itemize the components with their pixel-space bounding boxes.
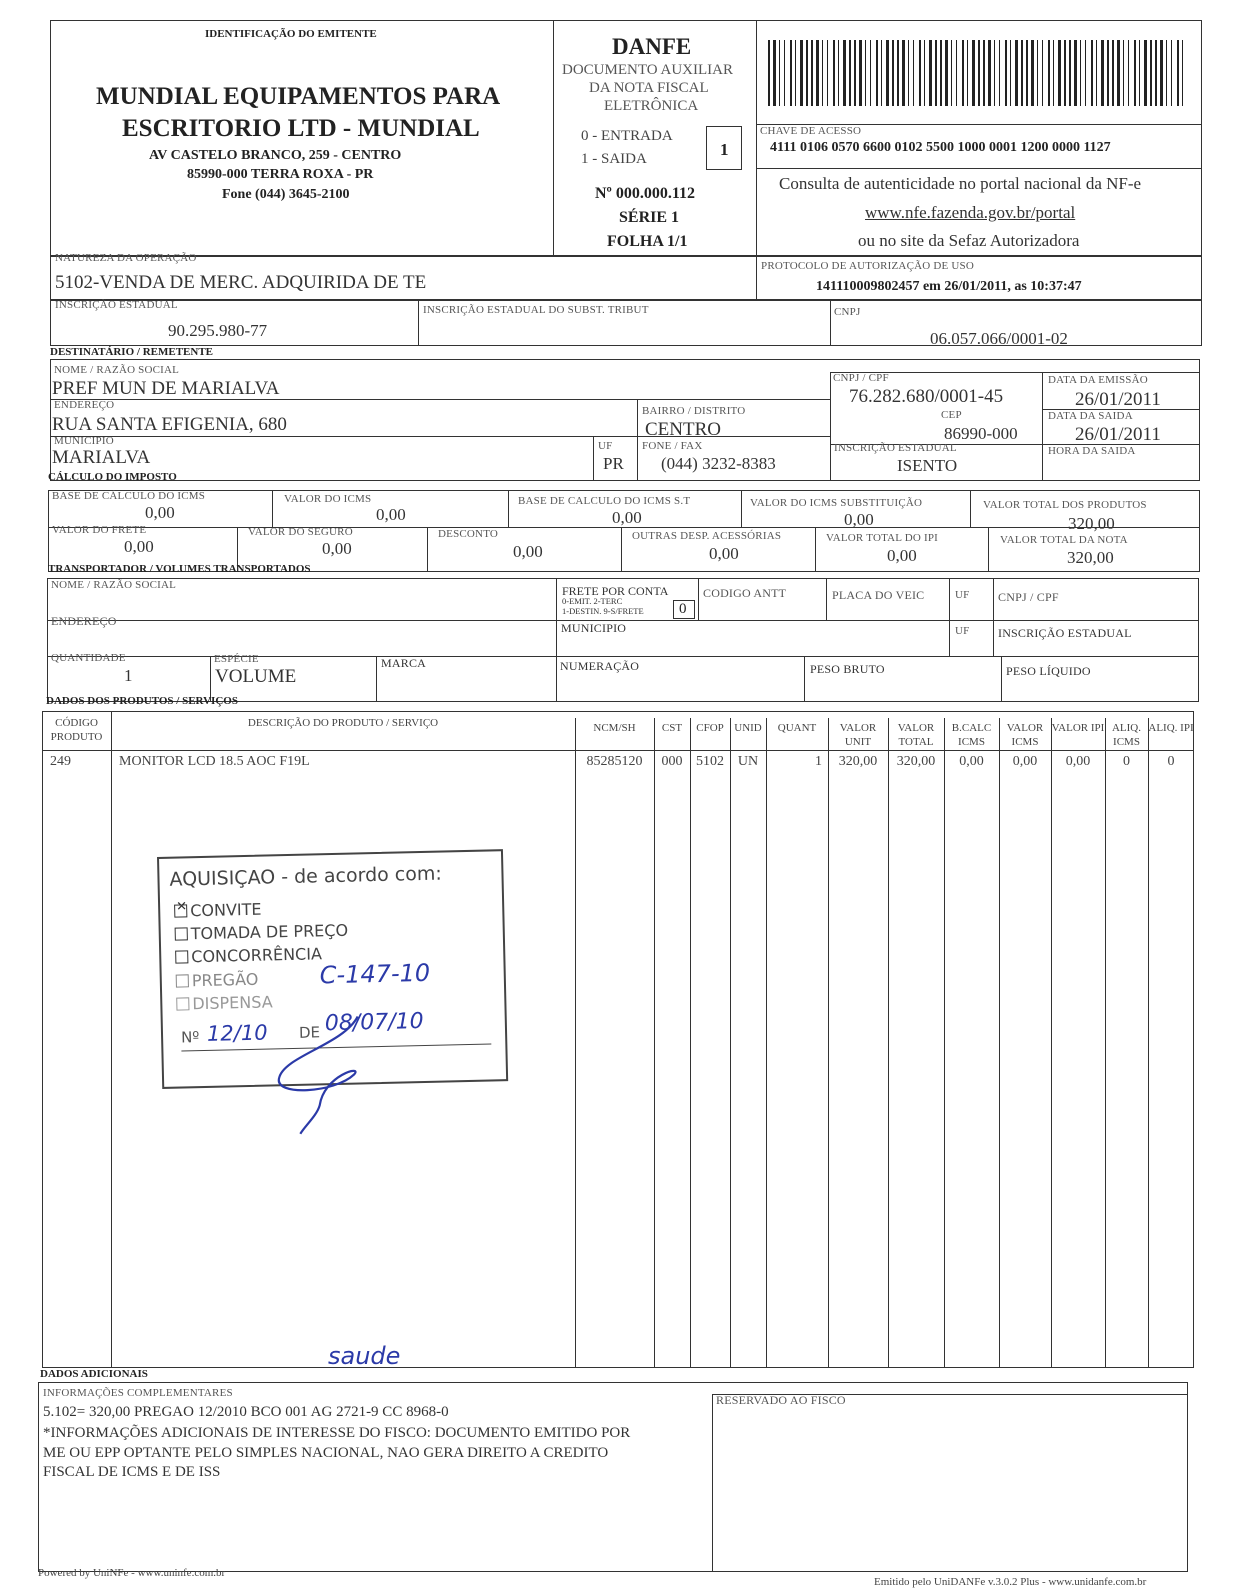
transp-especie-label: ESPÉCIE <box>214 653 259 665</box>
transp-endereco-label: ENDEREÇO <box>51 614 117 628</box>
dest-ie-label: INSCRIÇÃO ESTADUAL <box>834 442 957 454</box>
info-compl-label: INFORMAÇÕES COMPLEMENTARES <box>43 1387 233 1399</box>
barcode-bar <box>1080 40 1081 106</box>
danfe-subtitle2: DA NOTA FISCAL <box>589 80 709 96</box>
barcode-bar <box>1134 40 1136 106</box>
barcode-bar <box>1026 40 1028 106</box>
table-header: ALIQ. IPI <box>1148 722 1194 734</box>
stamp-opt-dispensa <box>176 994 273 1012</box>
danfe-subtitle3: ELETRÔNICA <box>604 98 699 114</box>
table-column-divider <box>1051 718 1052 1368</box>
dispensa-checkbox <box>176 997 189 1010</box>
barcode-bar <box>779 40 780 106</box>
barcode-bar <box>768 40 770 106</box>
barcode-bar <box>822 40 823 106</box>
barcode-bar <box>945 40 948 106</box>
base-st-value: 0,00 <box>612 508 642 527</box>
danfe-serie: SÉRIE 1 <box>619 209 680 226</box>
barcode-bar <box>924 40 925 106</box>
barcode-bar <box>1155 40 1157 106</box>
dest-municipio-label: MUNICIPIO <box>54 435 114 447</box>
stamp-de-value: 08/07/10 <box>324 1008 424 1037</box>
outras-value: 0,00 <box>709 544 739 563</box>
emitente-address: AV CASTELO BRANCO, 259 - CENTRO <box>149 148 402 163</box>
emitente-phone: Fone (044) 3645-2100 <box>222 187 350 202</box>
table-cell: 0,00 <box>1012 754 1038 769</box>
seguro-label: VALOR DO SEGURO <box>248 526 353 538</box>
barcode-bar <box>870 40 871 106</box>
dest-hora-label: HORA DA SAIDA <box>1048 445 1136 457</box>
dest-fone-value: (044) 3232-8383 <box>661 454 776 473</box>
danfe-subtitle1: DOCUMENTO AUXILIAR <box>562 62 733 78</box>
table-column-divider <box>1148 718 1149 1368</box>
barcode-bar <box>999 40 1000 106</box>
table-cell: 0,00 <box>959 754 984 769</box>
transp-especie-value: VOLUME <box>215 666 297 687</box>
transp-municipio-label: MUNICIPIO <box>561 621 627 635</box>
transp-frete-opt2: 1-DESTIN. 9-S/FRETE <box>562 606 644 616</box>
table-column-divider <box>999 718 1000 1368</box>
chave-value: 4111 0106 0570 6600 0102 5500 1000 0001 1200 0000 1127 <box>770 140 1111 155</box>
adicionais-section-label: DADOS ADICIONAIS <box>40 1368 148 1380</box>
barcode-bar <box>972 40 975 106</box>
table-column-divider <box>730 718 731 1368</box>
dest-nome-value: PREF MUN DE MARIALVA <box>52 378 280 399</box>
stamp-no-value: 12/10 <box>206 1020 268 1046</box>
dest-cnpj-label: CNPJ / CPF <box>833 372 889 384</box>
valor-icms-label: VALOR DO ICMS <box>284 493 372 505</box>
barcode-bar <box>1042 40 1043 106</box>
barcode-bar <box>833 40 835 106</box>
barcode-bar <box>881 40 882 106</box>
dest-saida-label: DATA DA SAIDA <box>1048 410 1133 422</box>
transp-frete-label: FRETE POR CONTA <box>562 584 669 598</box>
emitente-section-label: IDENTIFICAÇÃO DO EMITENTE <box>205 28 377 40</box>
barcode-bar <box>876 40 878 106</box>
total-nota-label: VALOR TOTAL DA NOTA <box>1000 534 1128 546</box>
total-prod-value: 320,00 <box>1068 514 1115 533</box>
info-line4: FISCAL DE ICMS E DE ISS <box>43 1464 221 1480</box>
transp-marca-label: MARCA <box>381 656 427 670</box>
barcode-bar <box>806 40 808 106</box>
barcode-bar <box>1107 40 1109 106</box>
table-header: B.CALC ICMS <box>951 722 992 748</box>
consulta-url[interactable]: www.nfe.fazenda.gov.br/portal <box>865 203 1076 222</box>
handwritten-footer: saude <box>328 1342 401 1370</box>
table-header: QUANT <box>777 722 817 734</box>
barcode-bar <box>1177 40 1179 106</box>
cnpj-emit-value: 06.057.066/0001-02 <box>930 329 1068 348</box>
barcode-bar <box>1058 40 1061 106</box>
table-column-divider <box>575 718 576 1368</box>
table-header: CÓDIGO PRODUTO <box>50 717 103 743</box>
barcode-bar <box>827 40 828 106</box>
footer-right: Emitido pelo UniDANFe v.3.0.2 Plus - www.unidanfe.com.br <box>874 1576 1147 1588</box>
ie-label: INSCRIÇÃO ESTADUAL <box>55 299 178 311</box>
destinatario-section-label: DESTINATÁRIO / REMETENTE <box>50 346 213 358</box>
consulta-line1: Consulta de autenticidade no portal nacional da NF-e <box>779 174 1142 193</box>
table-header: VALOR ICMS <box>1006 722 1044 748</box>
barcode-bar <box>843 40 846 106</box>
acquisition-stamp <box>157 849 508 1089</box>
table-header: ALIQ. ICMS <box>1111 722 1142 748</box>
stamp-opt5-label: DISPENSA <box>192 992 273 1014</box>
barcode-bar <box>1010 40 1011 106</box>
barcode-bar <box>1064 40 1066 106</box>
barcode-bar <box>795 40 796 106</box>
danfe-saida: 1 - SAIDA <box>581 151 647 167</box>
natureza-value: 5102-VENDA DE MERC. ADQUIRIDA DE TE <box>55 272 427 293</box>
table-header: NCM/SH <box>593 722 636 734</box>
stamp-handwritten-ref: C-147-10 <box>319 958 431 990</box>
table-cell: 249 <box>50 754 71 769</box>
table-header: DESCRIÇÃO DO PRODUTO / SERVIÇO <box>247 717 439 729</box>
dest-saida-value: 26/01/2011 <box>1075 424 1161 445</box>
consulta-line2: ou no site da Sefaz Autorizadora <box>858 231 1080 250</box>
table-cell: 0 <box>1123 754 1130 769</box>
table-cell: 320,00 <box>838 754 878 769</box>
barcode-bar <box>902 40 905 106</box>
barcode-bar <box>1005 40 1007 106</box>
protocolo-value: 141110009802457 em 26/01/2011, as 10:37:47 <box>816 279 1082 294</box>
barcode-bar <box>838 40 839 106</box>
barcode-bar <box>913 40 914 106</box>
barcode-bar <box>1171 40 1172 106</box>
table-column-divider <box>111 711 112 1368</box>
dest-bairro-value: CENTRO <box>645 419 721 440</box>
barcode-bar <box>956 40 957 106</box>
table-column-divider <box>654 718 655 1368</box>
dest-municipio-value: MARIALVA <box>52 447 151 468</box>
concorrencia-checkbox <box>175 950 188 963</box>
chave-label: CHAVE DE ACESSO <box>760 125 862 137</box>
seguro-value: 0,00 <box>322 539 352 558</box>
table-cell: 0,00 <box>1065 754 1091 769</box>
transp-uf2-label: UF <box>955 625 970 637</box>
barcode-bar <box>1069 40 1071 106</box>
total-prod-label: VALOR TOTAL DOS PRODUTOS <box>983 499 1147 511</box>
barcode-bar <box>988 40 991 106</box>
barcode-bar <box>978 40 980 106</box>
info-line2: *INFORMAÇÕES ADICIONAIS DE INTERESSE DO FISCO: DOCUMENTO EMITIDO POR <box>43 1425 631 1441</box>
table-column-divider <box>828 718 829 1368</box>
barcode-bar <box>1117 40 1120 106</box>
barcode-bar <box>935 40 937 106</box>
barcode-bar <box>1139 40 1140 106</box>
barcode-bar <box>1085 40 1086 106</box>
table-column-divider <box>1105 718 1106 1368</box>
footer-left: Powered by UniNFe - www.uninfe.com.br <box>38 1567 226 1579</box>
transp-ie-label: INSCRIÇÃO ESTADUAL <box>998 626 1132 640</box>
frete-label: VALOR DO FRETE <box>52 524 147 536</box>
ie-st-label: INSCRIÇÃO ESTADUAL DO SUBST. TRIBUT <box>423 304 649 316</box>
stamp-opt-tomada <box>175 920 349 944</box>
barcode-bar <box>854 40 856 106</box>
barcode-bar <box>1144 40 1147 106</box>
table-cell: 1 <box>815 754 822 769</box>
dest-fone-label: FONE / FAX <box>642 440 703 452</box>
table-header: CFOP <box>696 722 724 734</box>
stamp-opt1-label: CONVITE <box>190 899 262 921</box>
dest-cnpj-value: 76.282.680/0001-45 <box>849 386 1004 407</box>
info-line1: 5.102= 320,00 PREGAO 12/2010 BCO 001 AG 2721-9 CC 8968-0 <box>43 1404 449 1420</box>
table-column-divider <box>690 718 691 1368</box>
stamp-opt2-label: TOMADA DE PREÇO <box>190 920 349 944</box>
barcode-bar <box>1123 40 1124 106</box>
outras-label: OUTRAS DESP. ACESSÓRIAS <box>632 530 782 542</box>
barcode-bar <box>983 40 985 106</box>
stamp-opt-convite <box>174 899 262 921</box>
table-cell: 0 <box>1167 754 1175 769</box>
barcode-bar <box>886 40 889 106</box>
dest-ie-value: ISENTO <box>897 456 958 475</box>
emitente-name-line1: MUNDIAL EQUIPAMENTOS PARA <box>96 83 501 110</box>
barcode-bar <box>897 40 899 106</box>
table-header: UNID <box>734 722 762 734</box>
tomada-checkbox <box>175 927 188 940</box>
ie-value: 90.295.980-77 <box>168 321 268 340</box>
produtos-section-label: DADOS DOS PRODUTOS / SERVIÇOS <box>46 695 238 707</box>
transp-cnpj-label: CNPJ / CPF <box>998 590 1059 604</box>
info-line3: ME OU EPP OPTANTE PELO SIMPLES NACIONAL, NAO GERA DIREITO A CREDITO <box>43 1445 609 1461</box>
base-icms-value: 0,00 <box>145 503 175 522</box>
total-nota-value: 320,00 <box>1067 548 1114 567</box>
transp-nome-label: NOME / RAZÃO SOCIAL <box>51 579 177 591</box>
barcode-bar <box>1166 40 1167 106</box>
barcode <box>768 40 1188 106</box>
stamp-opt4-label: PREGÃO <box>191 969 259 991</box>
emitente-name-line2: ESCRITORIO LTD - MUNDIAL <box>122 115 480 142</box>
stamp-title: AQUISIÇAO - de acordo com: <box>169 862 443 891</box>
stamp-opt-pregao <box>176 969 259 991</box>
barcode-bar <box>892 40 894 106</box>
dest-nome-label: NOME / RAZÃO SOCIAL <box>54 364 180 376</box>
dest-endereco-value: RUA SANTA EFIGENIA, 680 <box>52 414 287 435</box>
danfe-entrada: 0 - ENTRADA <box>581 128 673 144</box>
barcode-bar <box>1015 40 1018 106</box>
dest-uf-label: UF <box>598 440 613 452</box>
dest-cep-label: CEP <box>941 409 962 421</box>
stamp-no-label: Nº <box>180 1028 200 1047</box>
valor-st-value: 0,00 <box>844 510 874 529</box>
ipi-value: 0,00 <box>887 546 917 565</box>
barcode-bar <box>859 40 862 106</box>
stamp-de-label: DE <box>298 1023 321 1042</box>
transp-numeracao-label: NUMERAÇÃO <box>560 659 640 673</box>
table-header: CST <box>661 722 683 734</box>
barcode-bar <box>800 40 803 106</box>
transp-uf-label: UF <box>955 589 970 601</box>
barcode-bar <box>1160 40 1163 106</box>
barcode-bar <box>908 40 909 106</box>
transp-qtd-label: QUANTIDADE <box>51 652 126 664</box>
transporte-section-label: TRANSPORTADOR / VOLUMES TRANSPORTADOS <box>48 563 311 575</box>
barcode-bar <box>967 40 968 106</box>
table-header: VALOR UNIT <box>839 722 877 748</box>
natureza-label: NATUREZA DA OPERAÇÃO <box>55 252 197 264</box>
base-st-label: BASE DE CALCULO DO ICMS S.T <box>518 495 691 507</box>
desconto-label: DESCONTO <box>438 528 499 540</box>
table-header: VALOR TOTAL <box>897 722 935 748</box>
table-column-divider <box>888 718 889 1368</box>
protocolo-label: PROTOCOLO DE AUTORIZAÇÃO DE USO <box>761 260 974 272</box>
barcode-bar <box>1037 40 1038 106</box>
base-icms-label: BASE DE CÁLCULO DO ICMS <box>52 490 206 502</box>
danfe-numero: Nº 000.000.112 <box>595 185 695 202</box>
stamp-opt-concorrencia <box>175 946 322 965</box>
ipi-label: VALOR TOTAL DO IPI <box>826 532 939 544</box>
stamp-opt3-label: CONCORRÊNCIA <box>191 944 323 967</box>
transp-peso-liquido-label: PESO LÍQUIDO <box>1006 664 1091 678</box>
barcode-bar <box>940 40 942 106</box>
barcode-bar <box>1182 40 1183 106</box>
barcode-bar <box>919 40 921 106</box>
transp-frete-value: 0 <box>679 601 687 617</box>
danfe-folha: FOLHA 1/1 <box>607 233 688 250</box>
valor-st-label: VALOR DO ICMS SUBSTITUIÇÃO <box>750 497 923 509</box>
table-cell: 000 <box>661 754 683 769</box>
transp-peso-bruto-label: PESO BRUTO <box>810 662 885 676</box>
frete-value: 0,00 <box>124 537 154 556</box>
dest-uf-value: PR <box>603 454 624 473</box>
imposto-section-label: CÁLCULO DO IMPOSTO <box>48 471 177 483</box>
barcode-bar <box>1053 40 1054 106</box>
emitente-city: 85990-000 TERRA ROXA - PR <box>187 167 374 182</box>
barcode-bar <box>1128 40 1129 106</box>
barcode-bar <box>865 40 866 106</box>
barcode-bar <box>790 40 792 106</box>
transp-qtd-value: 1 <box>124 666 133 685</box>
transp-placa-label: PLACA DO VEIC <box>832 588 925 602</box>
barcode-bar <box>951 40 952 106</box>
table-cell: 5102 <box>696 754 724 769</box>
pregao-checkbox <box>176 974 189 987</box>
dest-bairro-label: BAIRRO / DISTRITO <box>642 405 746 417</box>
transp-frete-opt1: 0-EMIT. 2-TERC <box>562 596 623 606</box>
barcode-bar <box>1021 40 1023 106</box>
barcode-bar <box>773 40 776 106</box>
desconto-value: 0,00 <box>513 542 543 561</box>
table-cell: 320,00 <box>896 754 936 769</box>
cnpj-emit-label: CNPJ <box>834 306 861 318</box>
table-header: VALOR IPI <box>1051 722 1105 734</box>
fisco-label: RESERVADO AO FISCO <box>716 1393 846 1407</box>
barcode-bar <box>1150 40 1152 106</box>
danfe-tipo: 1 <box>720 140 729 159</box>
dest-emissao-value: 26/01/2011 <box>1075 389 1161 410</box>
valor-icms-value: 0,00 <box>376 505 406 524</box>
barcode-bar <box>811 40 813 106</box>
barcode-bar <box>994 40 995 106</box>
barcode-bar <box>1031 40 1034 106</box>
barcode-bar <box>1048 40 1050 106</box>
barcode-bar <box>816 40 819 106</box>
table-cell: MONITOR LCD 18.5 AOC F19L <box>119 754 310 769</box>
dest-cep-value: 86990-000 <box>944 424 1018 443</box>
convite-checkbox: ✕ <box>174 904 187 917</box>
barcode-bar <box>1074 40 1077 106</box>
table-cell: 85285120 <box>586 754 643 769</box>
barcode-bar <box>1101 40 1104 106</box>
barcode-bar <box>929 40 932 106</box>
signature <box>263 1014 386 1137</box>
barcode-bar <box>962 40 964 106</box>
table-column-divider <box>766 718 767 1368</box>
barcode-bar <box>1112 40 1114 106</box>
barcode-bar <box>1096 40 1097 106</box>
transp-antt-label: CODIGO ANTT <box>703 586 787 600</box>
barcode-bar <box>784 40 785 106</box>
table-cell: UN <box>737 754 759 769</box>
table-column-divider <box>944 718 945 1368</box>
barcode-bar <box>1091 40 1093 106</box>
danfe-title: DANFE <box>612 34 692 59</box>
dest-endereco-label: ENDEREÇO <box>54 399 115 411</box>
barcode-bar <box>849 40 851 106</box>
dest-emissao-label: DATA DA EMISSÃO <box>1048 374 1148 386</box>
